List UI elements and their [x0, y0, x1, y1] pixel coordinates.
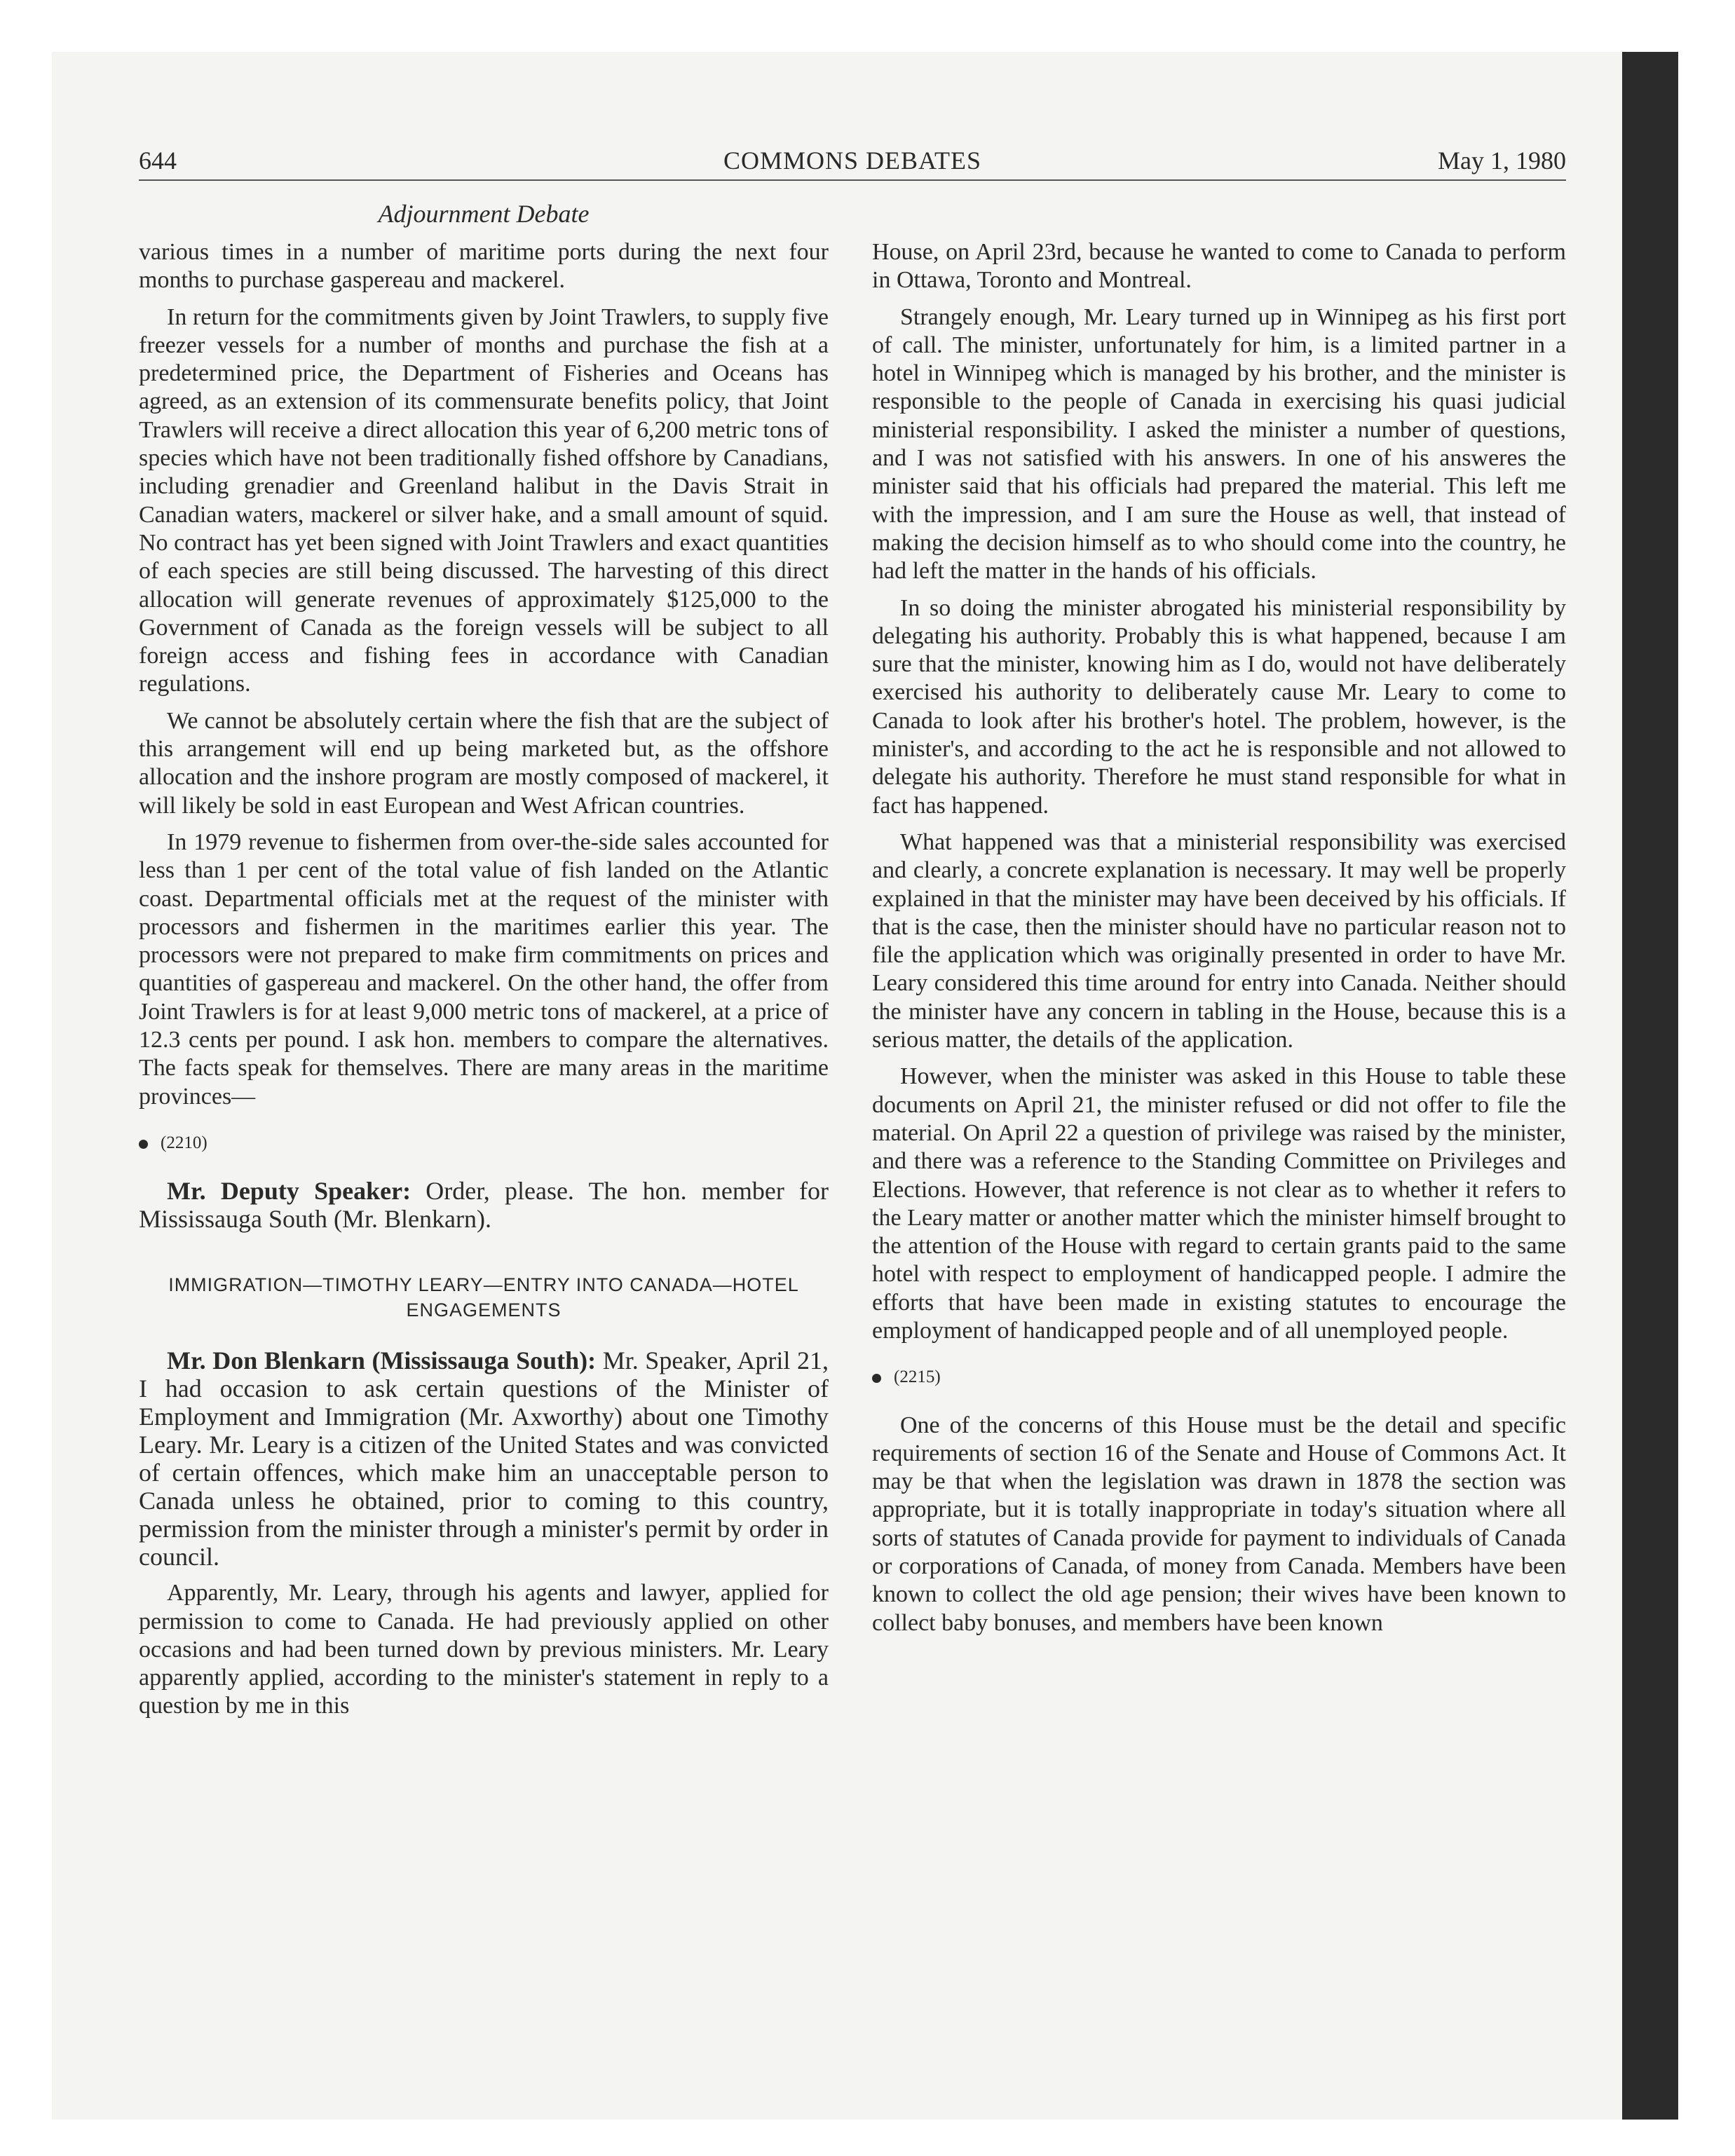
right-column: [872, 238, 1566, 1646]
debate-heading: IMMIGRATION—TIMOTHY LEARY—ENTRY INTO CANADA—HOTEL ENGAGEMENTS: [168, 1274, 799, 1321]
speaker-text: Mr. Speaker, April 21, I had occasion to ask certain questions of the Minister of Employment and Immigration (Mr. Axworthy) about one Timothy Leary. Mr. Leary is a citizen of the United States and was convicted of certain offences, which make him an unacceptable person to Canada unless he obtained, prior to coming to this country, permission from the minister through a minister's permit by order in council.: [139, 1346, 829, 1571]
left-column: [139, 238, 829, 1729]
speaker-paragraph: [139, 1346, 829, 1571]
paragraph: Apparently, Mr. Leary, through his agents and lawyer, applied for permission to come to Canada. He had previously applied on other occasions and had been turned down by previous ministers. Mr. Leary apparently applied, according to the minister's statement in reply to a question by me in this: [139, 1580, 829, 1719]
paragraph: One of the concerns of this House must be the detail and specific requirements of section 16 of the Senate and House of Commons Act. It may be that when the legislation was drawn in 1878 the section was appropriate, but it is totally inappropriate in today's situation where all sorts of statutes of Canada provide for payment to individuals of Canada or corporations of Canada, of money from Canada. Members have been known to collect the old age pension; their wives have been known to collect baby bonuses, and members have been known: [872, 1412, 1566, 1636]
speaker-paragraph: [139, 1177, 829, 1233]
time-marker-label: (2215): [894, 1367, 941, 1387]
paragraph: various times in a number of maritime ports during the next four months to purchase gaspereau and mackerel.: [139, 239, 829, 294]
speaker-text: Order, please. The hon. member for Mississauga South (Mr. Blenkarn).: [139, 1177, 829, 1234]
paragraph: What happened was that a ministerial responsibility was exercised and clearly, a concrete explanation is necessary. It may well be properly explained in that the minister may have been deceived by his officials. If that is the case, then the minister should have no particular reason not to file the application which was originally presented in order to have Mr. Leary considered this time around for entry into Canada. Neither should the minister have any concern in tabling in the House, because this is a serious matter, the details of the application.: [872, 828, 1566, 1053]
publication-title: COMMONS DEBATES: [723, 146, 982, 175]
header-divider: [139, 179, 1566, 181]
speaker-name: Mr. Don Blenkarn (Mississauga South):: [167, 1346, 597, 1375]
time-marker-label: (2210): [161, 1133, 207, 1152]
time-marker: [139, 1129, 829, 1157]
paragraph: We cannot be absolutely certain where the fish that are the subject of this arrangement will end up being marketed but, as the offshore allocation and the inshore program are mostly composed of mackerel, it will likely be sold in east European and West African countries.: [139, 707, 829, 819]
paragraph: In so doing the minister abrogated his ministerial responsibility by delegating his authority. Probably this is what happened, because I am sure that the minister, knowing him as I do, would not have deliberately exercised his authority to deliberately cause Mr. Leary to come to Canada to look after his brother's hotel. The problem, however, is the minister's, and according to the act he is responsible and not allowed to delegate his authority. Therefore he must stand responsible for what in fact has happened.: [872, 594, 1566, 819]
page-number: 644: [139, 146, 177, 175]
paragraph: In 1979 revenue to fishermen from over-the-side sales accounted for less than 1 per cent of the total value of fish landed on the Atlantic coast. Departmental officials met at the request of the minister with processors and fishermen in the maritimes earlier this year. The processors were not prepared to make firm commitments on prices and quantities of gaspereau and mackerel. On the other hand, the offer from Joint Trawlers is for at least 9,000 metric tons of mackerel, at a price of 12.3 cents per pound. I ask hon. members to compare the alternatives. The facts speak for themselves. There are many areas in the maritime provinces—: [139, 828, 829, 1110]
bullet-icon: [872, 1374, 881, 1383]
paragraph: House, on April 23rd, because he wanted to come to Canada to perform in Ottawa, Toronto and Montreal.: [872, 239, 1566, 294]
bullet-icon: [139, 1140, 148, 1149]
page-header: [139, 146, 1566, 184]
speaker-name: Mr. Deputy Speaker:: [167, 1177, 411, 1206]
paragraph: Strangely enough, Mr. Leary turned up in Winnipeg as his first port of call. The minister, unfortunately for him, is a limited partner in a hotel in Winnipeg which is managed by his brother, and the minister is responsible to the people of Canada in exercising his quasi judicial ministerial responsibility. I asked the minister a number of questions, and I was not satisfied with his answers. In one of his answeres the minister said that his officials had prepared the material. This left me with the impression, and I am sure the House as well, that instead of making the decision himself as to who should come into the country, he had left the matter in the hands of his officials.: [872, 303, 1566, 585]
time-marker: [872, 1363, 1566, 1391]
section-title: Adjournment Debate: [378, 200, 590, 228]
issue-date: May 1, 1980: [1438, 146, 1566, 175]
paragraph: In return for the commitments given by Joint Trawlers, to supply five freezer vessels for a number of months and purchase the fish at a predetermined price, the Department of Fisheries and Oceans has agreed, as an extension of its commensurate benefits policy, that Joint Trawlers will receive a direct allocation this year of 6,200 metric tons of species which have not been traditionally fished offshore by Canadians, including grenadier and Greenland halibut in the Davis Strait in Canadian waters, mackerel or silver hake, and a small amount of squid. No contract has yet been signed with Joint Trawlers and exact quantities of each species are still being discussed. The harvesting of this direct allocation will generate revenues of approximately $125,000 to the Government of Canada as the foreign vessels will be subject to all foreign access and fishing fees in accordance with Canadian regulations.: [139, 303, 829, 697]
paragraph: However, when the minister was asked in this House to table these documents on April 21, the minister refused or did not offer to file the material. On April 22 a question of privilege was raised by the minister, and there was a reference to the Standing Committee on Privileges and Elections. However, that reference is not clear as to whether it refers to the Leary matter or another matter which the minister himself brought to the attention of the House with regard to certain grants paid to the same hotel with respect to employment of handicapped people. I admire the efforts that have been made in existing statutes to encourage the employment of handicapped people and of all unemployed people.: [872, 1063, 1566, 1344]
